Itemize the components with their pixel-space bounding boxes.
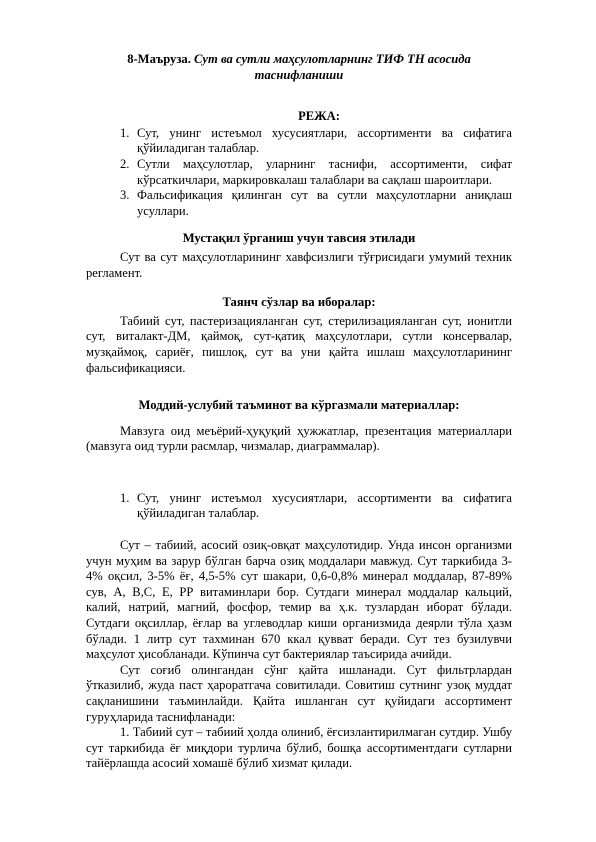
plan-item-number: 2.: [120, 156, 130, 171]
keywords-heading: Таянч сўзлар ва иборалар:: [222, 295, 376, 310]
body-paragraph: Сут – табиий, асосий озиқ-овқат маҳсулотидир. Унда инсон организми учун муҳим ва зарур бўлган барча озиқ моддалари мавжуд. Сут таркибида 3-4% оқсил, 3-5% ёғ, 4,5-5% сут шакари, 0,6-0,8% минерал моддалар, 87-89% сув, А, В,С, Е, РР витаминлари бор. Сутдаги минерал моддалар кальций, калий, натрий, магний, фосфор, темир ва ҳ.к. тузлардан иборат бўлади. Сутдаги оқсиллар, ёғлар ва углеводлар киши организмида деярли тўла ҳазм бўлади. 1 литр сут тахминан 670 ккал қувват беради. Сут тез бузилувчи маҳсулот ҳисобланади. Кўпинча сут бактериялар таъсирида ачийди.: [86, 538, 512, 662]
plan-item: [120, 157, 512, 188]
lecture-number: 8-Маъруза.: [127, 52, 191, 66]
section-heading: [120, 491, 512, 522]
plan-item-number: 3.: [120, 188, 130, 203]
plan-heading: РЕЖА:: [298, 109, 340, 124]
lecture-title: [86, 52, 512, 83]
keywords-text: Табиий сут, пастеризацияланган сут, стерилизацияланган сут, ионитли сут, виталакт-ДМ, қаймоқ, сут-қатиқ маҳсулотлари, сутли консервалар, музқаймоқ, сариёғ, пишлоқ, сут ва уни қайта ишлаш маҳсулотларининг фальсификацияси.: [86, 313, 512, 375]
plan-item-text: Сутли маҳсулотлар, уларнинг таснифи, ассортименти, сифат кўрсаткичлари, маркировкалаш талаблари ва сақлаш шароитлари.: [137, 156, 512, 187]
plan-item: [120, 188, 512, 219]
section-number: 1.: [120, 490, 130, 505]
plan-item-number: 1.: [120, 125, 130, 140]
self-study-heading: Мустақил ўрганиш учун тавсия этилади: [182, 231, 416, 246]
body-paragraph: Сут соғиб олингандан сўнг қайта ишланади. Сут фильтрлардан ўтказилиб, жуда паст ҳароратгача совитилади. Совитиш сутнинг узоқ муддат сақланишини таъминлайди. Қайта ишланган сут қуйидаги ассортимент гуруҳларида таснифланади:: [86, 662, 512, 724]
materials-text: Мавзуга оид меъёрий-ҳуқуқий ҳужжатлар, презентация материаллари (мавзуга оид турли расмлар, чизмалар, диаграммалар).: [86, 423, 512, 454]
plan-list: [86, 126, 512, 220]
section-heading-list: [86, 491, 512, 522]
materials-heading: Моддий-услубий таъминот ва кўргазмали материаллар:: [138, 398, 460, 413]
lecture-topic: Сут ва сутли маҳсулотларнинг ТИФ ТН асосида таснифланиши: [194, 52, 471, 82]
plan-item-text: Сут, унинг истеъмол хусусиятлари, ассортименти ва сифатига қўйиладиган талаблар.: [137, 125, 512, 156]
plan-item: [120, 126, 512, 157]
plan-item-text: Фальсификация қилинган сут ва сутли маҳсулотларни аниқлаш усуллари.: [137, 188, 512, 218]
section-title: Сут, унинг истеъмол хусусиятлари, ассортименти ва сифатига қўйиладиган талаблар.: [137, 490, 512, 521]
body-paragraph: 1. Табиий сут – табиий ҳолда олиниб, ёғсизлантирилмаган сутдир. Ушбу сут таркибида ёғ миқдори турлича бўлиб, бошқа ассортиментдаги сутларни тайёрлашда асосий хомашё бўлиб хизмат қилади.: [86, 725, 512, 771]
self-study-text: Сут ва сут маҳсулотларининг хавфсизлиги тўғрисидаги умумий техник регламент.: [86, 249, 512, 280]
